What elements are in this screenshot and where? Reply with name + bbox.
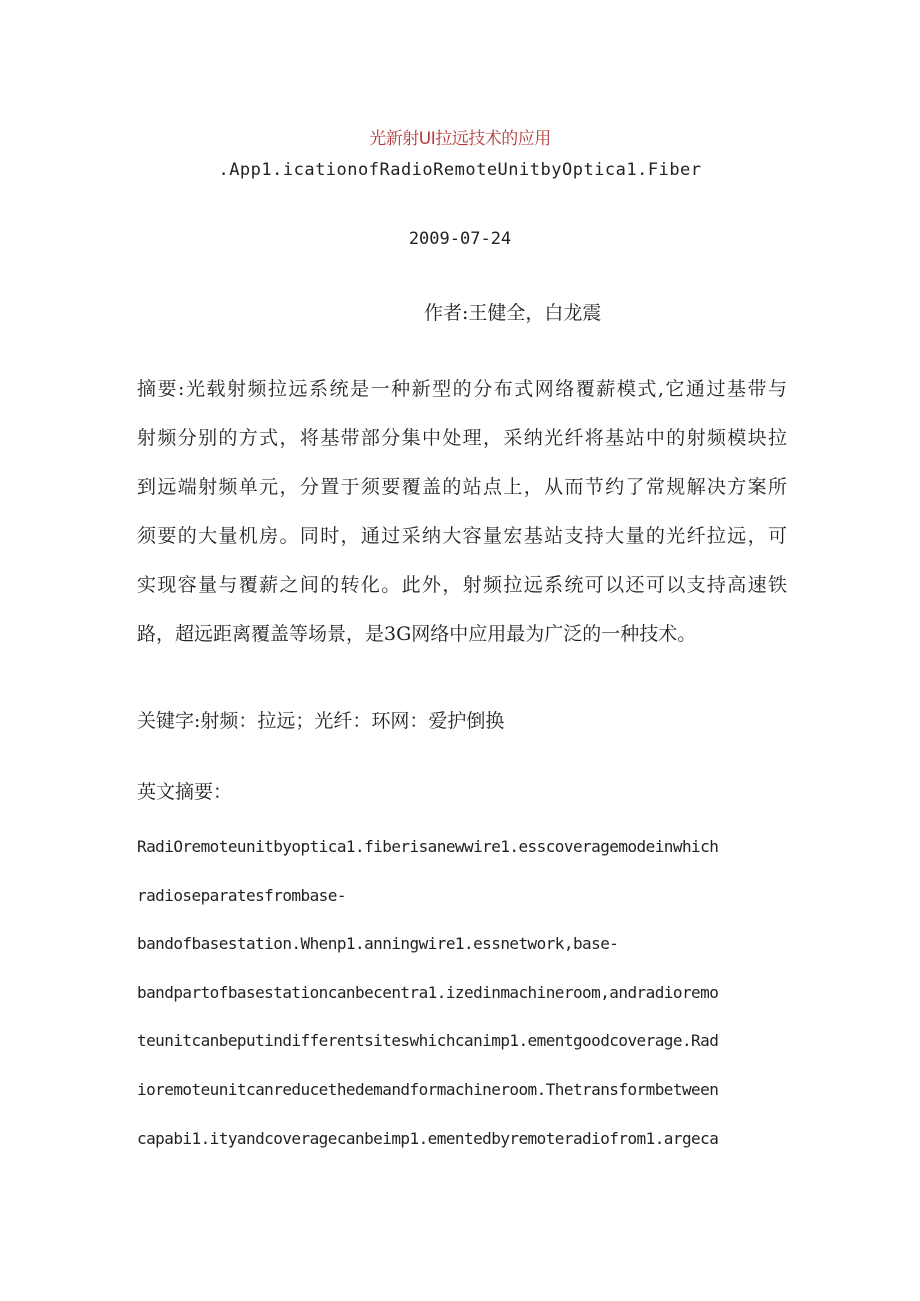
english-abstract (137, 823, 782, 1163)
chinese-abstract (137, 365, 787, 659)
english-abstract-line: bandofbasestation.Whenp1.anningwire1.essnetwork,base- (137, 934, 619, 954)
abstract-line: 摘要:光载射频拉远系统是一种新型的分布式网络覆薪模式,它通过基带与 (137, 378, 787, 400)
author-line: 作者:王健全，白龙震 (424, 302, 602, 324)
abstract-line: 路，超远距离覆盖等场景，是3G网络中应用最为广泛的一种技术。 (137, 623, 697, 645)
document-title: 光新射UI拉远技术的应用 (369, 129, 551, 149)
abstract-line: 到远端射频单元，分置于须要覆盖的站点上，从而节约了常规解决方案所 (137, 476, 787, 498)
keywords-line: 关键字:射频：拉远；光纤：环网：爱护倒换 (137, 710, 505, 732)
english-abstract-line: ioremoteunitcanreducethedemandformachineroom.Thetransformbetween (137, 1079, 719, 1099)
english-title: .App1.icationofRadioRemoteUnitbyOptica1.Fiber (218, 160, 702, 180)
english-abstract-line: bandpartofbasestationcanbecentra1.izedinmachineroom,andradioremo (137, 982, 719, 1002)
english-abstract-label: 英文摘要： (137, 781, 233, 803)
abstract-line: 须要的大量机房。同时，通过采纳大容量宏基站支持大量的光纤拉远，可 (137, 525, 787, 547)
english-abstract-line: radioseparatesfrombase- (137, 885, 346, 905)
english-abstract-line: capabi1.ityandcoveragecanbeimp1.ementedbyremoteradiofrom1.argeca (137, 1128, 719, 1148)
abstract-line: 射频分别的方式，将基带部分集中处理，采纳光纤将基站中的射频模块拉 (137, 427, 787, 449)
abstract-line: 实现容量与覆薪之间的转化。此外，射频拉远系统可以还可以支持高速铁 (137, 574, 787, 596)
publish-date: 2009-07-24 (408, 229, 512, 249)
english-abstract-line: RadiOremoteunitbyoptica1.fiberisanewwire1.esscoveragemodeinwhich (137, 837, 719, 856)
english-abstract-line: teunitcanbeputindifferentsiteswhichcanimp1.ementgoodcoverage.Rad (137, 1031, 719, 1051)
